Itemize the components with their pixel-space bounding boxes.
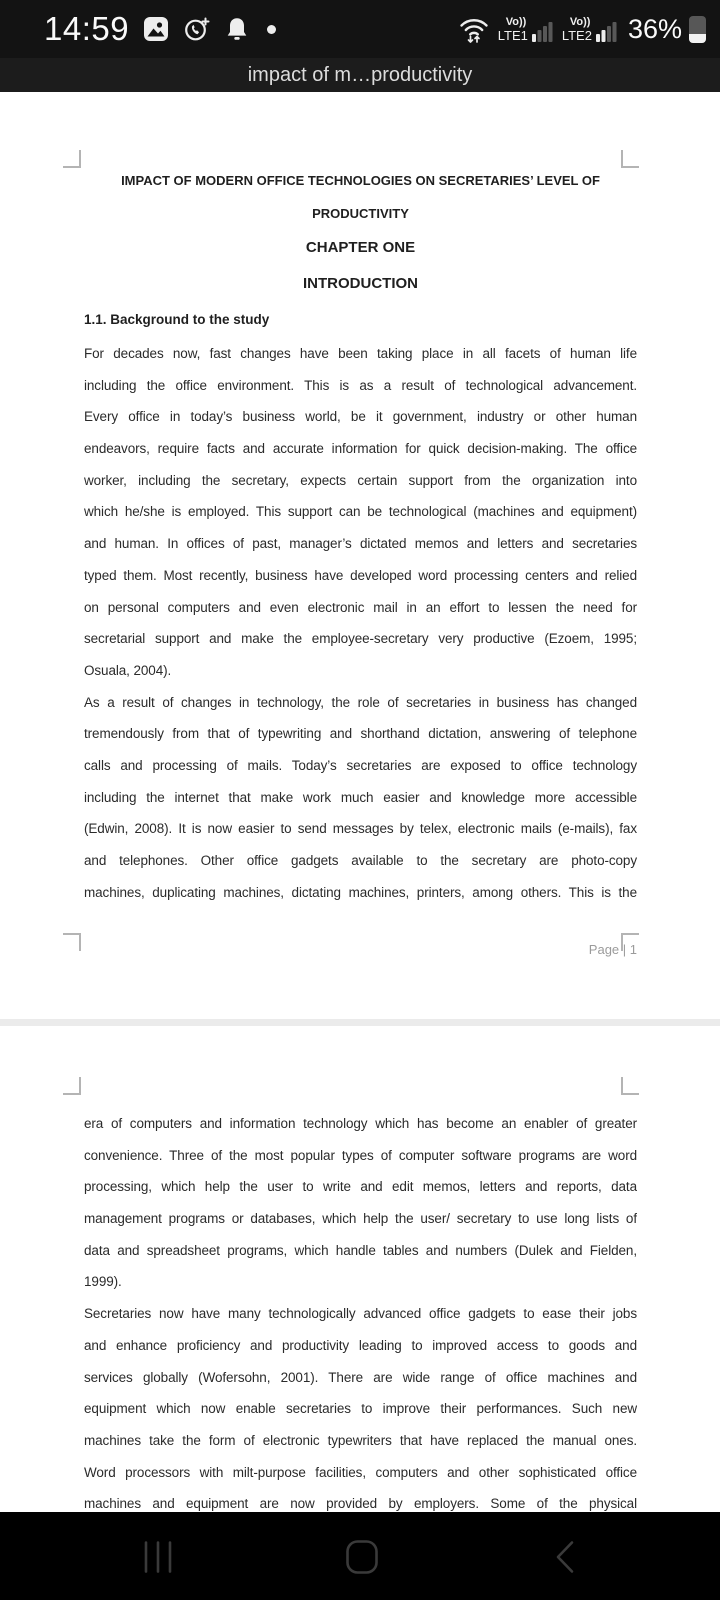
text-line: and telephones. Other office gadgets available to the secretary are photo-copy — [84, 853, 637, 868]
network-label-sim1: LTE1 — [497, 27, 528, 43]
page-margin-corner-mark — [63, 150, 81, 168]
text-line: As a result of changes in technology, the role of secretaries in business has changed — [84, 694, 637, 710]
bell-icon — [225, 16, 249, 42]
paragraph-4 — [84, 1298, 637, 1512]
page-margin-corner-mark — [621, 1077, 639, 1095]
page1-content — [84, 164, 637, 908]
text-line: equipment which now enable secretaries to improve their performances. Such new — [84, 1401, 637, 1417]
page-margin-corner-mark — [621, 150, 639, 168]
text-line: (Edwin, 2008). It is now easier to send messages by telex, electronic mails (e-mails), fax — [84, 821, 637, 837]
text-line: processing, which help the user to write and edit memos, letters and reports, data — [84, 1179, 637, 1195]
more-notifications-dot — [267, 25, 276, 34]
paragraph-3 — [84, 1108, 637, 1298]
text-line: PRODUCTIVITY — [312, 206, 409, 221]
text-line: machines, duplicating machines, dictating machines, printers, among others. This is the — [84, 884, 637, 900]
page-margin-corner-mark — [63, 1077, 81, 1095]
text-line: machines and equipment are now provided by employers. Some of the physical — [84, 1496, 637, 1512]
subsection-heading: 1.1. Background to the study — [84, 312, 270, 327]
page-separator — [0, 1019, 720, 1026]
text-line: endeavors, require facts and accurate information for quick decision-making. The office — [84, 441, 637, 457]
text-line: era of computers and information technology which has become an enabler of greater — [84, 1116, 637, 1131]
page-number-footer: Page | 1 — [588, 942, 637, 957]
section-heading: INTRODUCTION — [303, 275, 418, 292]
document-page-1[interactable] — [0, 92, 720, 1019]
document-title: impact of m…productivity — [247, 63, 473, 86]
paragraph-1 — [84, 338, 637, 687]
text-line: which he/she is employed. This support can be technological (machines and equipment) — [84, 504, 637, 520]
gallery-icon — [143, 16, 169, 42]
document-page-2[interactable] — [0, 1026, 720, 1512]
battery-icon — [689, 16, 706, 43]
signal-strength-icon-sim2 — [596, 16, 618, 42]
text-line: including the internet that make work much easier and knowledge more accessible — [84, 789, 637, 805]
home-button[interactable] — [345, 1540, 379, 1574]
text-line: convenience. Three of the most popular types of computer software programs are word — [84, 1147, 637, 1163]
text-line: For decades now, fast changes have been taking place in all facets of human life — [84, 346, 637, 361]
network-label-sim2: LTE2 — [561, 27, 592, 43]
clock: 14:59 — [44, 10, 130, 47]
text-line: and enhance proficiency and productivity leading to improved access to goods and — [84, 1337, 637, 1353]
text-line: secretarial support and make the employee-secretary very productive (Ezoem, 1995; — [84, 631, 637, 647]
page-margin-corner-mark — [63, 933, 81, 951]
text-line: worker, including the secretary, expects certain support from the organization into — [84, 472, 637, 488]
text-line: typed them. Most recently, business have developed word processing centers and relied — [84, 567, 637, 583]
volte-label-sim1: Vo)) — [505, 15, 527, 28]
paragraph-2 — [84, 687, 637, 909]
signal-strength-icon-sim1 — [532, 16, 554, 42]
text-line: services globally (Wofersohn, 2001). There are wide range of office machines and — [84, 1369, 637, 1385]
wifi-with-updown-arrows-icon — [458, 15, 490, 44]
text-line: management programs or databases, which help the user/ secretary to use long lists of — [84, 1211, 637, 1227]
voice-call-plus-icon — [183, 15, 211, 43]
text-line: IMPACT OF MODERN OFFICE TECHNOLOGIES ON SECRETARIES’ LEVEL OF — [121, 173, 600, 188]
back-button[interactable] — [552, 1540, 576, 1574]
app-title-bar — [0, 58, 720, 92]
text-line: and human. In offices of past, manager’s dictated memos and letters and secretaries — [84, 536, 637, 552]
document-main-title — [84, 164, 637, 230]
volte-label-sim2: Vo)) — [569, 15, 591, 28]
battery-percent-label: 36% — [627, 13, 682, 44]
text-line: 1999). — [84, 1274, 122, 1290]
text-line: data and spreadsheet programs, which handle tables and numbers (Dulek and Fielden, — [84, 1242, 637, 1258]
status-bar — [0, 0, 720, 58]
text-line: Every office in today’s business world, be it government, industry or other human — [84, 409, 637, 425]
text-line: on personal computers and even electronic mail in an effort to lessen the need for — [84, 599, 637, 615]
text-line: calls and processing of mails. Today’s secretaries are exposed to office technology — [84, 757, 637, 773]
sim2-network-indicator — [562, 17, 592, 42]
chapter-heading: CHAPTER ONE — [305, 239, 416, 256]
text-line: Word processors with milt-purpose facilities, computers and other sophisticated office — [84, 1464, 637, 1480]
text-line: machines take the form of electronic typewriters that have replaced the manual ones. — [84, 1432, 637, 1448]
navigation-bar — [0, 1512, 720, 1600]
text-line: Osuala, 2004). — [84, 662, 172, 678]
text-line: Secretaries now have many technologically advanced office gadgets to ease their jobs — [84, 1306, 637, 1322]
sim1-network-indicator — [498, 17, 528, 42]
recents-button[interactable] — [142, 1540, 174, 1574]
text-line: including the office environment. This is as a result of technological advancement. — [84, 377, 637, 393]
page2-content — [84, 1026, 637, 1512]
text-line: tremendously from that of typewriting and shorthand dictation, answering of telephone — [84, 726, 637, 742]
